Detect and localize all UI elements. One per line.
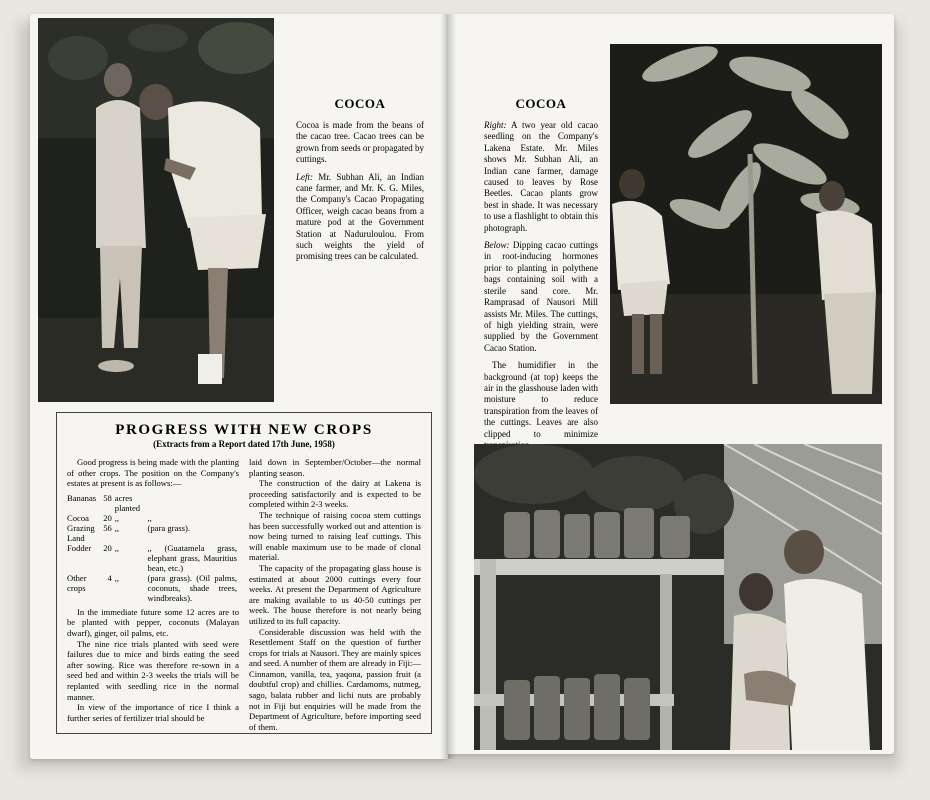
table-row (67, 543, 239, 573)
crop-name: Bananas (67, 492, 97, 503)
crop-note: ,, (147, 512, 152, 523)
right-cocoa-caption (484, 96, 598, 457)
crop-note (148, 493, 239, 513)
progress-column-2 (249, 457, 421, 732)
crop-unit: ,, (114, 572, 120, 583)
cocoa-intro: Cocoa is made from the beans of the cacao tree. Cacao trees can be grown from seeds or propagated by cuttings. (296, 120, 424, 165)
progress-col2-para-1: laid down in September/October—the normal planting season. (249, 457, 421, 478)
progress-col2-para-4: The capacity of the propagating glass house is estimated at about 2000 cuttings every four weeks. At present the Department of Agriculture are making available to us 40-50 cuttings per week. The house therefore is not nearly being utilized to its full capacity. (249, 562, 421, 626)
crop-unit: acres planted (114, 492, 141, 513)
photo-cacao-seedling (610, 44, 882, 404)
cocoa-heading-right: COCOA (515, 96, 567, 111)
progress-para-1: In the immediate future some 12 acres are to be planted with pepper, coconuts (Malayan dwarf), ginger, oil palms, etc. (67, 606, 239, 638)
caption-lead-left: Left: (296, 171, 313, 182)
progress-para-3: In view of the importance of rice I think a further series of fertilizer trial should be (67, 702, 239, 723)
photo-glasshouse-cuttings (474, 444, 882, 750)
crop-note: (para grass). (147, 522, 190, 533)
caption-lead-below: Below: (484, 240, 510, 251)
progress-column-1 (67, 457, 239, 732)
photo-weighing-beans (38, 18, 274, 402)
crop-unit: ,, (114, 542, 120, 553)
progress-col2-para-5: Considerable discussion was held with the Resettlement Staff on the question of further crops for trials at Nausori. They are mainly spices and seed. A number of them are already in Fiji:— Cinnamon, vanilla, tea, yaqona, passion fruit (a doubtful crop) and chillies. Cardamoms, nutmeg, sago, balata rubber and lichi nuts are probably not in Fiji but enquiries will be made from the Department of Agriculture, before importing seed of them. (249, 626, 421, 732)
crop-acres: 4 (107, 572, 112, 583)
table-row (67, 573, 239, 603)
crop-name: Grazing Land (67, 522, 95, 543)
left-photo-caption (296, 172, 424, 263)
cocoa-heading-left: COCOA (334, 96, 386, 111)
crop-acres: 20 (103, 542, 112, 553)
crop-note: ,, (Guatamela grass, elephant grass, Mauritius bean, etc.) (147, 542, 237, 573)
crop-acres: 56 (103, 522, 112, 533)
crop-name: Other crops (67, 572, 87, 593)
progress-title: PROGRESS WITH NEW CROPS (115, 422, 373, 438)
booklet-gutter (440, 14, 456, 759)
crop-name: Fodder (67, 542, 92, 553)
crop-unit: ,, (114, 512, 120, 523)
progress-para-2: The nine rice trials planted with seed were failures due to mice and birds eating the seed after sowing. Rice was therefore re-sown in a seed bed and within 2-3 weeks the trials will be replanted with seedling rice in the normal manner. (67, 638, 239, 702)
crop-acres: 58 (103, 492, 112, 503)
caption-body-left: Mr. Subhan Ali, an Indian cane farmer, and Mr. K. G. Miles, the Company's Cacao Propagating Officer, weigh cacao beans from a mature pod at the Government Station at Naduruloulou. From such weights the yield of promising trees can be calculated. (296, 171, 424, 262)
caption-body-below: Dipping cacao cuttings in root-inducing hormones prior to planting in polythene bags containing soil with a sterile sand core. Mr. Ramprasad of Nausori Mill assists Mr. Miles. The cuttings, of high yielding strain, were supplied by the Government Cacao Station. (484, 240, 598, 353)
table-row (67, 523, 239, 543)
caption-lead-right: Right: (484, 120, 507, 130)
progress-col2-para-2: The construction of the dairy at Lakena is proceeding satisfactorily and is expected to be completed within 2-3 weeks. (249, 478, 421, 510)
progress-with-new-crops-box (56, 412, 432, 734)
crop-unit: ,, (114, 522, 120, 533)
humidifier-caption: The humidifier in the background (at top) keeps the air in the glasshouse laden with moisture to reduce transpiration from the leaves of the cuttings. Leaves are also clipped to minimize (484, 360, 598, 439)
caption-body-right: A two year old cacao seedling on the Company's Lakena Estate. Mr. Miles shows Mr. Subhan Ali, an Indian cane farmer, damage caused to leaves by Rose Beetles. Cacao plants grow best in shade. It was necessary to use a flashlight to obtain this photograph. (484, 120, 598, 233)
crop-acreage-table (67, 493, 239, 603)
crop-acres: 20 (103, 512, 112, 523)
table-row (67, 493, 239, 513)
crop-name: Cocoa (67, 512, 89, 523)
left-cocoa-caption (296, 96, 424, 269)
progress-intro: Good progress is being made with the planting of other crops. The position on the Company's estates at present is as follows:— (67, 457, 239, 489)
progress-subtitle: (Extracts from a Report dated 17th June, 1958) (153, 439, 335, 449)
progress-col2-para-3: The technique of raising cocoa stem cuttings has been successfully worked out and attention is now being turned to raising leaf cuttings. This will enable maximum use to be made of clonal material. (249, 509, 421, 563)
crop-note: (para grass). (Oil palms, coconuts, shade trees, windbreaks). (147, 572, 237, 603)
right-photo-caption (484, 120, 598, 234)
below-photo-caption (484, 240, 598, 354)
table-row (67, 513, 239, 523)
